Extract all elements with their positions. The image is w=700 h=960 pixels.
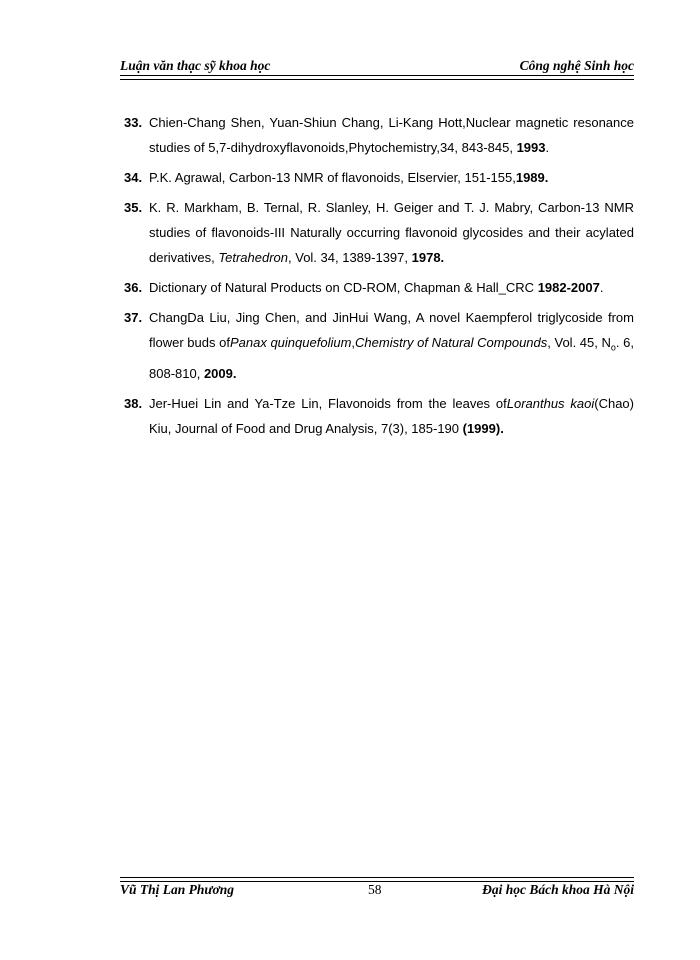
page-number: 58 (368, 882, 382, 897)
reference-journal: Chemistry of Natural Compounds (355, 335, 548, 350)
reference-list (124, 110, 634, 446)
header-rule (120, 75, 634, 80)
reference-35 (124, 195, 634, 270)
reference-text: Chien-Chang Shen, Yuan-Shiun Chang, Li-Kang Hott,Nuclear magnetic resonance studies of 5,7-dihydroxyflavonoids,Phytochemistry,34, 843-845, (149, 115, 634, 155)
reference-year: (1999). (462, 420, 504, 436)
page-footer (120, 881, 634, 901)
reference-36 (124, 275, 634, 300)
reference-37 (124, 305, 634, 386)
reference-tail: . (599, 280, 604, 295)
reference-year: 2009. (203, 365, 237, 381)
reference-journal: Tetrahedron (218, 250, 289, 265)
reference-text: (Chao) Kiu, Journal of Food and Drug Analysis, 7(3), 185-190 (149, 395, 634, 436)
reference-number: 36. (124, 280, 143, 295)
reference-number: 38. (124, 395, 143, 411)
reference-year: 1982-2007 (537, 280, 600, 295)
reference-33 (124, 110, 634, 160)
reference-number: 37. (124, 310, 143, 325)
reference-text: Jer-Huei Lin and Ya-Tze Lin, Flavonoids from the leaves of (149, 395, 507, 411)
reference-text: , Vol. 45, N (547, 335, 611, 350)
header-department: Công nghệ Sinh học (519, 58, 634, 73)
reference-species: Loranthus kaoi (506, 395, 595, 411)
footer-author: Vũ Thị Lan Phương (120, 882, 234, 897)
reference-text: . 6, 808-810, (149, 335, 634, 381)
reference-text: Dictionary of Natural Products on CD-ROM, Chapman & Hall_CRC (149, 280, 538, 295)
reference-number: 34. (124, 170, 143, 185)
reference-tail: . (545, 140, 550, 155)
reference-text: , Vol. 34, 1389-1397, (288, 250, 412, 265)
reference-year: 1978. (411, 250, 445, 265)
reference-year: 1989. (515, 170, 549, 185)
reference-species: Panax quinquefolium (229, 335, 352, 350)
footer-university: Đại học Bách khoa Hà Nội (482, 882, 634, 897)
reference-text: P.K. Agrawal, Carbon-13 NMR of flavonoids, Elservier, 151-155, (149, 170, 516, 185)
page-header (120, 52, 634, 74)
reference-subscript: o (610, 342, 616, 353)
reference-year: 1993 (516, 140, 546, 155)
reference-34 (124, 165, 634, 190)
reference-text: , (351, 335, 356, 350)
reference-number: 35. (124, 200, 143, 215)
reference-text: ChangDa Liu, Jing Chen, and JinHui Wang, A novel Kaempferol triglycoside from flower buds of (149, 310, 634, 350)
header-thesis-title: Luận văn thạc sỹ khoa học (120, 58, 271, 73)
reference-number: 33. (124, 115, 143, 130)
reference-text: K. R. Markham, B. Ternal, R. Slanley, H. Geiger and T. J. Mabry, Carbon-13 NMR studies of flavonoids-III Naturally occurring flavonoid glycosides and their acylated derivatives, (149, 200, 634, 265)
reference-38 (124, 391, 634, 441)
